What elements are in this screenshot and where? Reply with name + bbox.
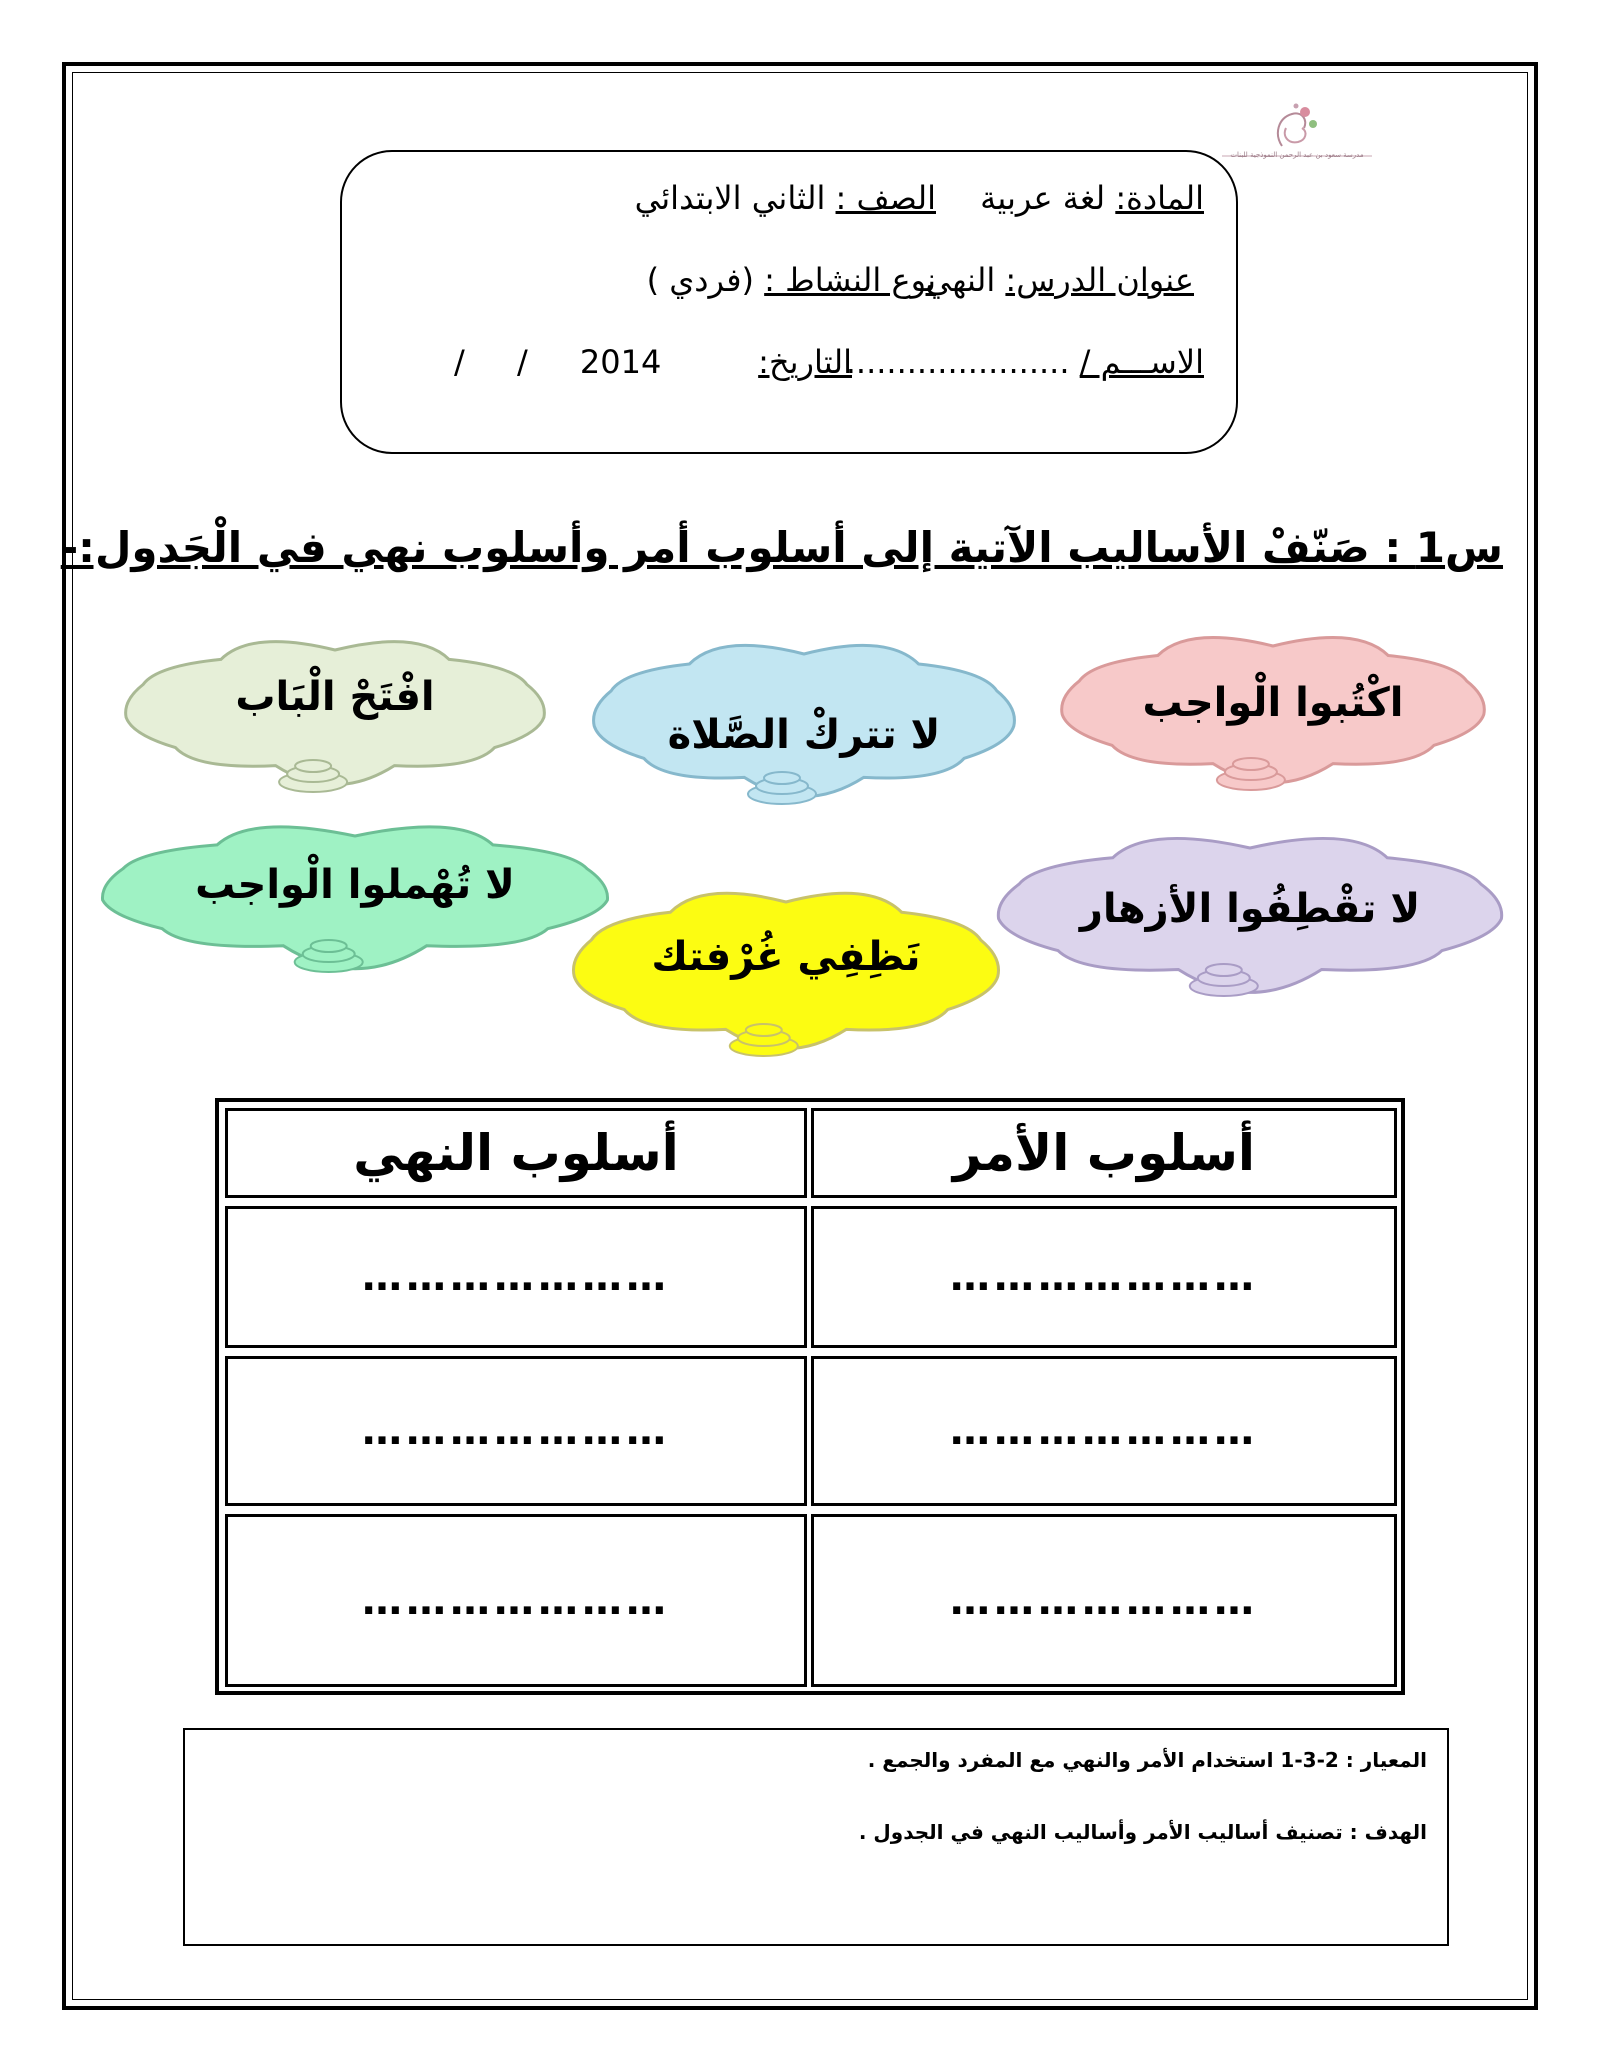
date-value: / / 2014 xyxy=(454,343,662,381)
cloud-tail-bubble xyxy=(295,760,331,772)
cloud-tail-bubble xyxy=(1206,964,1242,976)
phrase-cloud-3 xyxy=(116,640,554,808)
answer-cell-prohibition-3[interactable]: ………………… xyxy=(225,1514,807,1687)
date-label: التاريخ: xyxy=(758,343,852,381)
phrase-text-3: افْتَحْ الْبَاب xyxy=(235,674,435,720)
name-field[interactable] xyxy=(846,342,1204,382)
grade-field xyxy=(635,178,936,218)
phrase-cloud-1 xyxy=(1052,636,1494,806)
standard-text: المعيار : 2-3-1 استخدام الأمر والنهي مع المفرد والجمع . xyxy=(867,1748,1427,1772)
answer-cell-prohibition-2[interactable]: ………………… xyxy=(225,1356,807,1506)
answer-cell-prohibition-1[interactable]: ………………… xyxy=(225,1206,807,1348)
subject-field xyxy=(980,178,1204,218)
phrase-text-2: لا تتركْ الصَّلاة xyxy=(667,712,941,758)
goal-text: الهدف : تصنيف أساليب الأمر وأساليب النهي في الجدول . xyxy=(858,1820,1427,1844)
answer-cell-command-3[interactable]: ………………… xyxy=(811,1514,1397,1687)
phrase-cloud-5 xyxy=(564,892,1008,1072)
subject-value: لغة عربية xyxy=(980,179,1106,217)
lesson-label: عنوان الدرس: xyxy=(1005,261,1194,299)
activity-value: (فردي ) xyxy=(646,261,754,299)
phrase-cloud-2 xyxy=(584,644,1024,820)
activity-field xyxy=(647,260,936,300)
lesson-field xyxy=(926,260,1194,300)
phrase-cloud-4 xyxy=(988,838,1512,1012)
subject-label: المادة: xyxy=(1115,179,1204,217)
phrase-text-4: لا تقْطِفُوا الأزهار xyxy=(1079,886,1421,932)
cloud-tail-bubble xyxy=(764,772,800,784)
answer-cell-command-2[interactable]: ………………… xyxy=(811,1356,1397,1506)
name-label: الاســـم / xyxy=(1079,343,1204,381)
school-logo-caption: مدرسة سعود بن عبد الرحمن النموذجية للبنات xyxy=(1230,151,1364,159)
answer-cell-command-1[interactable]: ………………… xyxy=(811,1206,1397,1348)
activity-label: نوع النشاط : xyxy=(764,261,936,299)
lesson-value: النهي xyxy=(925,261,996,299)
cloud-tail-bubble xyxy=(311,940,347,952)
standards-box xyxy=(183,1728,1449,1946)
phrase-cloud-6 xyxy=(92,826,618,988)
cloud-tail-bubble xyxy=(1233,758,1269,770)
grade-label: الصف : xyxy=(835,179,936,217)
question-title: س1 : صَنّفْ الأساليب الآتية إلى أسلوب أمر وأسلوب نهي في الْجَدول:- xyxy=(60,523,1503,572)
phrase-text-1: اكْتُبوا الْواجب xyxy=(1142,680,1404,726)
phrase-text-5: نَظِفِي غُرْفتك xyxy=(651,934,921,980)
cloud-shape-icon xyxy=(116,640,554,808)
header-prohibition-style: أسلوب النهي xyxy=(225,1108,807,1198)
phrase-text-6: لا تُهْملوا الْواجب xyxy=(195,862,515,908)
date-field-label xyxy=(758,342,852,382)
header-command-style: أسلوب الأمر xyxy=(811,1108,1397,1198)
student-info-box xyxy=(340,150,1238,454)
date-field-value[interactable] xyxy=(454,342,661,382)
grade-value: الثاني الابتدائي xyxy=(634,179,826,217)
classification-table xyxy=(215,1098,1405,1695)
cloud-tail-bubble xyxy=(746,1024,782,1036)
name-dots: ...................... xyxy=(845,343,1070,381)
